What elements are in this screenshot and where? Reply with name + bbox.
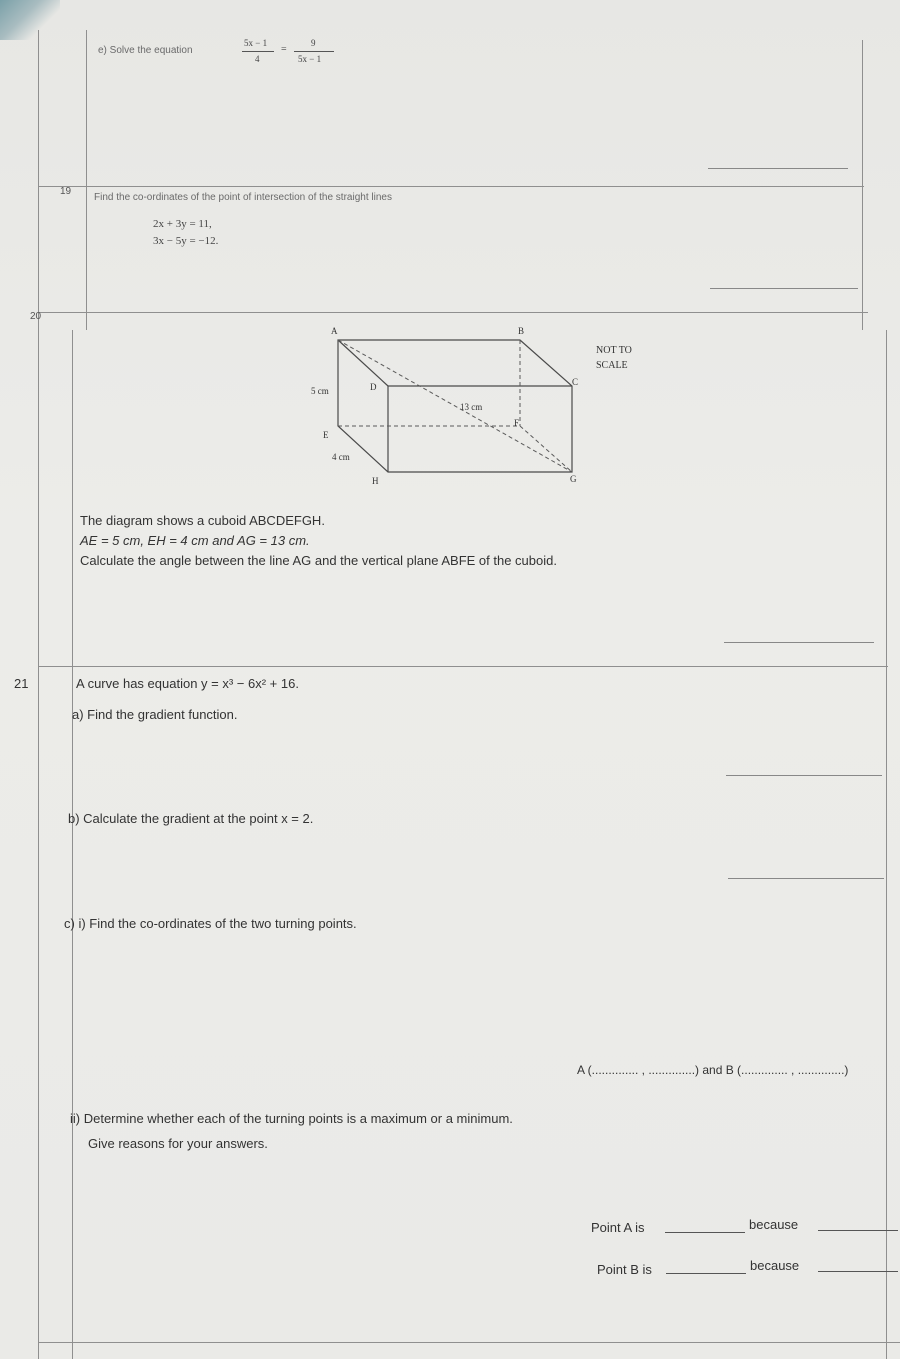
row-divider-19-20 — [38, 312, 868, 313]
q21b-text: b) Calculate the gradient at the point x = 2. — [68, 811, 314, 826]
dim-ae: 5 cm — [311, 386, 329, 396]
row-divider-20-21 — [38, 666, 888, 667]
q21-intro: A curve has equation y = x³ − 6x² + 16. — [76, 676, 299, 691]
q18e-equals: = — [281, 44, 287, 55]
point-a-answer[interactable] — [665, 1232, 745, 1233]
number-column-line — [86, 30, 87, 330]
point-b-because: because — [750, 1258, 800, 1273]
point-a-reason[interactable] — [818, 1230, 898, 1231]
label-e: E — [323, 430, 329, 440]
left-margin-line — [38, 30, 39, 1359]
label-h: H — [372, 476, 379, 486]
q20-line3: Calculate the angle between the line AG and the vertical plane ABFE of the cuboid. — [80, 553, 557, 568]
q19-number: 19 — [60, 186, 72, 197]
not-to-scale-1: NOT TO — [596, 345, 632, 356]
right-border-line-lower — [886, 330, 887, 1359]
q21ci-coordinates[interactable]: A (.............. , ..............) and B (.............. , ..............) — [577, 1063, 849, 1077]
hidden-edge-fg — [520, 426, 572, 472]
q21cii-line1: ii) Determine whether each of the turning points is a maximum or a minimum. — [70, 1111, 513, 1126]
q18e-lhs-bar — [242, 51, 274, 52]
right-border-line — [862, 40, 863, 330]
q18e-lhs-numerator: 5x − 1 — [244, 38, 268, 48]
diagonal-ag — [338, 340, 572, 472]
label-c: C — [572, 377, 579, 387]
q21cii-line2: Give reasons for your answers. — [88, 1136, 268, 1151]
q19-text: Find the co-ordinates of the point of intersection of the straight lines — [94, 192, 392, 203]
q18e-rhs-denominator: 5x − 1 — [298, 54, 322, 64]
q21a-answer-line[interactable] — [726, 775, 882, 776]
dim-eh: 4 cm — [332, 452, 350, 462]
not-to-scale-2: SCALE — [596, 360, 628, 371]
point-b-label: Point B is — [597, 1262, 652, 1277]
q18e-rhs-bar — [294, 51, 334, 52]
q19-eq1: 2x + 3y = 11, — [153, 218, 212, 230]
dim-ag: 13 cm — [460, 402, 483, 412]
edge-ad — [338, 340, 388, 386]
label-b: B — [518, 326, 525, 336]
cuboid-diagram — [290, 322, 690, 492]
row-divider-18-19 — [38, 186, 864, 187]
q21a-text: a) Find the gradient function. — [72, 707, 238, 722]
number-column-line-lower — [72, 330, 73, 1359]
label-f: F — [514, 418, 520, 428]
q20-number: 20 — [30, 311, 42, 322]
point-a-because: because — [749, 1217, 799, 1232]
point-b-answer[interactable] — [666, 1273, 746, 1274]
q18e-lhs-denominator: 4 — [255, 54, 260, 64]
q18e-rhs-numerator: 9 — [311, 38, 316, 48]
q18e-prefix: e) Solve the equation — [98, 45, 193, 56]
q18e-answer-line[interactable] — [708, 168, 848, 169]
q19-answer-line[interactable] — [710, 288, 858, 289]
q20-answer-line[interactable] — [724, 642, 874, 643]
label-d: D — [370, 382, 377, 392]
q19-eq2: 3x − 5y = −12. — [153, 235, 219, 247]
q21-number: 21 — [14, 676, 29, 691]
q21ci-text: c) i) Find the co-ordinates of the two turning points. — [64, 916, 357, 931]
bottom-line — [38, 1342, 900, 1343]
point-a-label: Point A is — [591, 1220, 645, 1235]
q20-line2: AE = 5 cm, EH = 4 cm and AG = 13 cm. — [80, 533, 310, 548]
label-a: A — [331, 326, 338, 336]
q20-line1: The diagram shows a cuboid ABCDEFGH. — [80, 513, 325, 528]
label-g: G — [570, 474, 577, 484]
point-b-reason[interactable] — [818, 1271, 898, 1272]
q21b-answer-line[interactable] — [728, 878, 884, 879]
photo-corner — [0, 0, 60, 40]
